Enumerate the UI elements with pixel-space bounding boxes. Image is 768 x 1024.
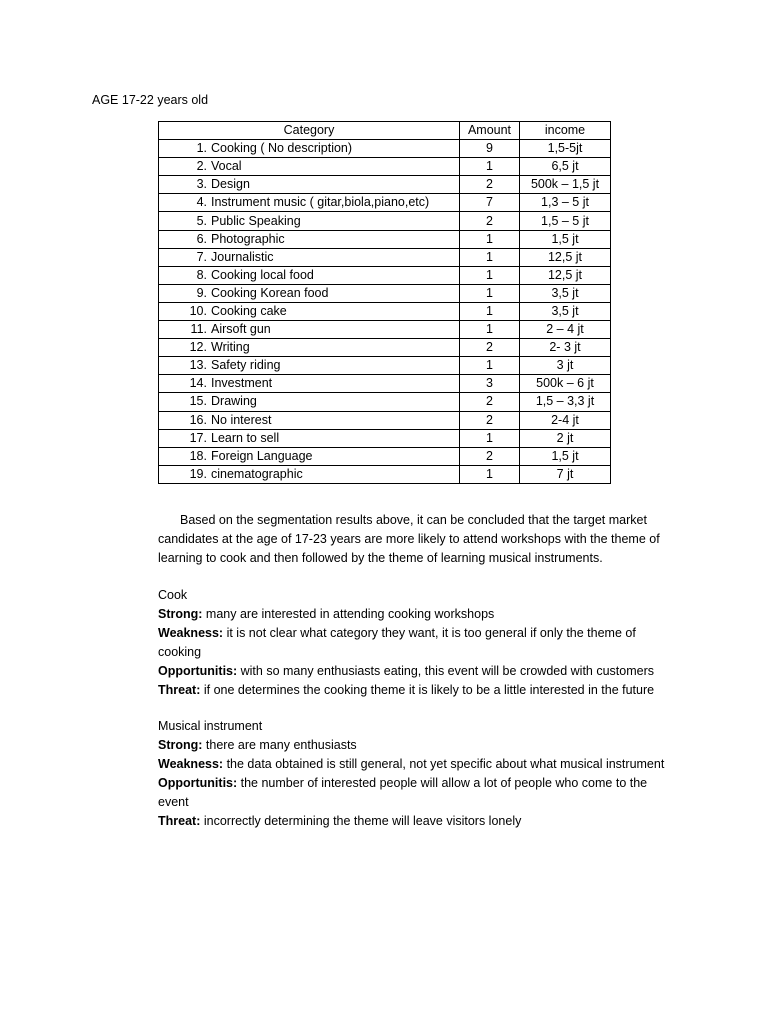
category-cell	[159, 194, 460, 212]
category-cell	[159, 176, 460, 194]
income-cell: 1,5-5jt	[520, 140, 611, 158]
table-row	[159, 230, 611, 248]
table-row	[159, 284, 611, 302]
item-label: Weakness:	[158, 757, 224, 771]
category-label: No interest	[211, 412, 272, 427]
item-text: with so many enthusiasts eating, this event will be crowded with customers	[237, 664, 655, 678]
category-label: Journalistic	[211, 249, 274, 264]
threat-line	[158, 812, 678, 831]
category-cell	[159, 158, 460, 176]
section-title: Musical instrument	[158, 719, 263, 733]
income-cell: 1,3 – 5 jt	[520, 194, 611, 212]
amount-cell: 1	[460, 248, 520, 266]
row-number: 1.	[196, 141, 207, 156]
category-cell	[159, 212, 460, 230]
category-cell	[159, 339, 460, 357]
amount-cell: 2	[460, 411, 520, 429]
item-label: Weakness:	[158, 626, 224, 640]
row-number: 5.	[196, 213, 207, 228]
category-label: Public Speaking	[211, 213, 301, 228]
row-number: 2.	[196, 159, 207, 174]
category-cell	[159, 357, 460, 375]
opportunity-line	[158, 662, 678, 681]
income-cell: 3,5 jt	[520, 302, 611, 320]
header-category: Category	[159, 122, 460, 140]
amount-cell: 7	[460, 194, 520, 212]
item-text: the number of interested people will allow a lot of people who come to the event	[158, 776, 648, 809]
row-number: 18.	[189, 448, 207, 463]
category-cell	[159, 230, 460, 248]
item-text: if one determines the cooking theme it is likely to be a little interested in the future	[200, 683, 655, 697]
category-cell	[159, 321, 460, 339]
category-label: Writing	[211, 340, 250, 355]
table-row	[159, 176, 611, 194]
table-row	[159, 411, 611, 429]
category-cell	[159, 140, 460, 158]
category-label: Foreign Language	[211, 448, 313, 463]
income-cell: 3 jt	[520, 357, 611, 375]
row-number: 16.	[189, 412, 207, 427]
table-row	[159, 447, 611, 465]
table-header-row	[159, 122, 611, 140]
income-cell: 3,5 jt	[520, 284, 611, 302]
category-label: Safety riding	[211, 358, 281, 373]
amount-cell: 1	[460, 266, 520, 284]
amount-cell: 1	[460, 321, 520, 339]
row-number: 14.	[189, 376, 207, 391]
row-number: 12.	[189, 340, 207, 355]
income-cell: 2 jt	[520, 429, 611, 447]
category-cell	[159, 302, 460, 320]
income-cell: 2-4 jt	[520, 411, 611, 429]
income-cell: 1,5 – 3,3 jt	[520, 393, 611, 411]
item-text: it is not clear what category they want, it is too general if only the theme of cooking	[158, 626, 636, 659]
weakness-line	[158, 755, 678, 774]
income-cell: 1,5 – 5 jt	[520, 212, 611, 230]
category-label: Investment	[211, 376, 273, 391]
table-row	[159, 429, 611, 447]
table-row	[159, 248, 611, 266]
income-cell: 500k – 1,5 jt	[520, 176, 611, 194]
income-cell: 1,5 jt	[520, 447, 611, 465]
item-label: Strong:	[158, 738, 203, 752]
amount-cell: 2	[460, 447, 520, 465]
amount-cell: 2	[460, 212, 520, 230]
income-cell: 2- 3 jt	[520, 339, 611, 357]
table-row	[159, 321, 611, 339]
table-row	[159, 158, 611, 176]
amount-cell: 1	[460, 158, 520, 176]
row-number: 15.	[189, 394, 207, 409]
row-number: 3.	[196, 177, 207, 192]
row-number: 10.	[189, 303, 207, 318]
row-number: 4.	[196, 195, 207, 210]
item-label: Opportunitis:	[158, 776, 238, 790]
category-cell	[159, 447, 460, 465]
category-label: Learn to sell	[211, 430, 280, 445]
row-number: 9.	[196, 285, 207, 300]
category-label: Airsoft gun	[211, 322, 271, 337]
amount-cell: 1	[460, 302, 520, 320]
income-cell: 1,5 jt	[520, 230, 611, 248]
item-label: Threat:	[158, 683, 201, 697]
cook-section	[158, 586, 678, 700]
age-heading: AGE 17-22 years old	[92, 93, 209, 107]
header-amount: Amount	[460, 122, 520, 140]
conclusion-text: Based on the segmentation results above, it can be concluded that the target market candidates at the age of 17-23 years are more likely to attend workshops with the theme of learning to cook and then followed by the theme of learning musical instruments.	[158, 513, 660, 565]
income-cell: 6,5 jt	[520, 158, 611, 176]
category-cell	[159, 393, 460, 411]
strength-line	[158, 736, 678, 755]
table-row	[159, 357, 611, 375]
amount-cell: 1	[460, 465, 520, 483]
category-label: Design	[211, 177, 250, 192]
row-number: 17.	[189, 430, 207, 445]
item-label: Opportunitis:	[158, 664, 238, 678]
item-text: many are interested in attending cooking workshops	[202, 607, 495, 621]
table-row	[159, 393, 611, 411]
item-text: there are many enthusiasts	[202, 738, 357, 752]
amount-cell: 1	[460, 429, 520, 447]
header-income: income	[520, 122, 611, 140]
row-number: 7.	[196, 249, 207, 264]
category-label: Photographic	[211, 231, 285, 246]
weakness-line	[158, 624, 678, 662]
category-label: Vocal	[211, 159, 242, 174]
amount-cell: 2	[460, 339, 520, 357]
category-label: Cooking local food	[211, 267, 314, 282]
strength-line	[158, 605, 678, 624]
category-cell	[159, 375, 460, 393]
category-label: Cooking Korean food	[211, 285, 329, 300]
income-cell: 12,5 jt	[520, 266, 611, 284]
category-label: Cooking cake	[211, 303, 287, 318]
amount-cell: 1	[460, 230, 520, 248]
row-number: 6.	[196, 231, 207, 246]
amount-cell: 1	[460, 357, 520, 375]
table-row	[159, 212, 611, 230]
category-label: Cooking ( No description)	[211, 141, 353, 156]
item-text: incorrectly determining the theme will leave visitors lonely	[200, 814, 522, 828]
income-cell: 500k – 6 jt	[520, 375, 611, 393]
table-row	[159, 465, 611, 483]
row-number: 11.	[190, 322, 207, 337]
musical-instrument-section	[158, 717, 678, 831]
category-cell	[159, 429, 460, 447]
category-label: cinematographic	[211, 466, 303, 481]
category-cell	[159, 465, 460, 483]
category-cell	[159, 266, 460, 284]
table-row	[159, 375, 611, 393]
income-cell: 2 – 4 jt	[520, 321, 611, 339]
item-label: Strong:	[158, 607, 203, 621]
row-number: 8.	[196, 267, 207, 282]
category-label: Instrument music ( gitar,biola,piano,etc)	[211, 195, 430, 210]
opportunity-line	[158, 774, 678, 812]
income-cell: 7 jt	[520, 465, 611, 483]
conclusion-paragraph	[158, 511, 678, 568]
amount-cell: 1	[460, 284, 520, 302]
table-row	[159, 194, 611, 212]
row-number: 13.	[189, 358, 207, 373]
amount-cell: 3	[460, 375, 520, 393]
amount-cell: 2	[460, 176, 520, 194]
amount-cell: 9	[460, 140, 520, 158]
table-row	[159, 339, 611, 357]
table-row	[159, 302, 611, 320]
category-cell	[159, 284, 460, 302]
amount-cell: 2	[460, 393, 520, 411]
category-cell	[159, 248, 460, 266]
section-title: Cook	[158, 588, 188, 602]
category-cell	[159, 411, 460, 429]
row-number: 19.	[189, 466, 207, 481]
table-row	[159, 140, 611, 158]
category-label: Drawing	[211, 394, 257, 409]
item-text: the data obtained is still general, not yet specific about what musical instrument	[223, 757, 665, 771]
income-cell: 12,5 jt	[520, 248, 611, 266]
segmentation-table	[158, 121, 611, 484]
table-row	[159, 266, 611, 284]
threat-line	[158, 681, 678, 700]
item-label: Threat:	[158, 814, 201, 828]
